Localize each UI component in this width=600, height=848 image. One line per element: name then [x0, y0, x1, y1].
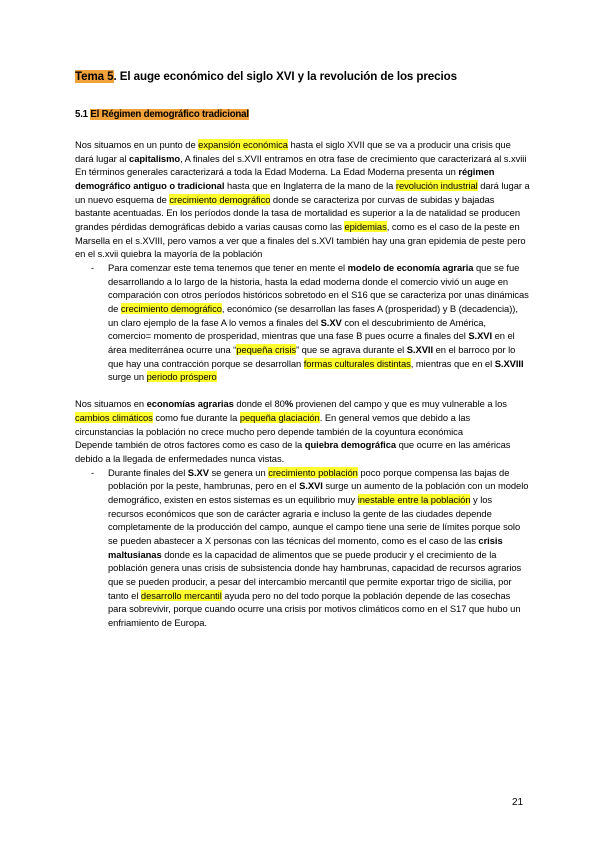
text-run: en el barroco por lo que hay una contracción porque se desarrollan — [108, 343, 516, 369]
text-run: Nos situamos en un punto de — [75, 139, 199, 150]
text-run: donde se caracteriza por curvas de subidas y bajadas bastante acentuadas. En los períodos donde la tasa de mortalidad es superior a la de natalidad se producen grandes pérdidas demográficas debido a varias causas como las — [75, 193, 521, 232]
page-number: 21 — [512, 797, 524, 808]
text-run: donde el 80 — [233, 398, 285, 410]
highlight: formas culturales distintas — [303, 357, 411, 369]
highlight: expansión económica — [198, 139, 288, 150]
text-run: Para comenzar este tema tenemos que tener en mente el — [108, 261, 348, 273]
text-run: hasta el siglo XVII que se va a producir una crisis que dará lugar al — [75, 139, 511, 164]
section-title: El Régimen demográfico tradicional — [90, 109, 249, 120]
paragraph-economias-agrarias — [75, 397, 530, 438]
text-run: . En general vemos que debido a las circunstancias la población no crece mucho pero depende también de la coyuntura económica — [75, 412, 471, 437]
bold-term: S.XV — [187, 466, 209, 478]
bold-term: quiebra demográfica — [304, 439, 397, 451]
bold-term: S.XVII — [406, 343, 434, 355]
paragraph-spacer — [75, 384, 530, 398]
bold-term: S.XVI — [468, 330, 493, 342]
highlight: revolución industrial — [395, 179, 478, 191]
bullet-list — [75, 466, 530, 630]
bold-term: S.XV — [320, 316, 342, 328]
text-run: y los recursos económicos que son de carácter agraria e incluso la gente de las ciudades depende completamente de la producción del campo, aunque el campo tiene una serie de límites porque solo se pueden abastecer a X personas con las técnicas del momento, como es el caso de las — [108, 494, 521, 547]
paragraph-regimen — [75, 165, 530, 261]
paragraph-expansion — [75, 138, 530, 165]
highlight: desarrollo mercantil — [140, 589, 222, 601]
highlight: pequeña crisis — [236, 343, 297, 355]
text-run: dará lugar a un nuevo esquema de — [75, 179, 530, 205]
list-item — [108, 261, 530, 384]
highlight: inestable entre la población — [357, 494, 471, 506]
text-run: donde es la capacidad de alimentos que se puede producir y el crecimiento de la población genera unas crisis de subsistencia donde hay hambrunas, capacidad de recursos agrarios que se pueden producir, a pesar del intercambio mercantil que permite exportar trigo de sicilia, por tanto el — [108, 548, 522, 601]
text-run: en el área mediterránea ocurre una “ — [108, 330, 515, 355]
text-run: surge un — [108, 371, 147, 383]
highlight: epidemias — [344, 220, 387, 232]
text-run: , mientras que en el — [410, 357, 495, 369]
bold-term: capitalismo — [129, 152, 181, 164]
text-run: que ocurre en las américas debido a la llegada de enfermedades nunca vistas. — [75, 439, 511, 465]
text-run: surge un aumento de la población con un modelo demográfico, existen en estos sistemas es un equilibrio muy — [108, 480, 529, 506]
document-body — [75, 138, 530, 630]
bold-term: economías agrarias — [146, 398, 234, 410]
text-run: hasta que en Inglaterra de la mano de la — [224, 179, 396, 191]
highlight: periodo próspero — [146, 371, 217, 383]
text-run: , económico (se desarrollan las fases A (prosperidad) y B (decadencia)), un claro ejemplo de la fase A lo vemos a finales del — [108, 302, 518, 328]
title-topic-number: Tema 5 — [75, 70, 114, 83]
list-item — [108, 466, 530, 630]
bold-term: S.XVIII — [494, 357, 524, 369]
highlight: crecimiento demográfico — [169, 193, 271, 205]
bold-term: modelo de economía agraria — [347, 261, 474, 273]
section-heading — [75, 108, 545, 122]
text-run: , A finales del s.XVII entramos en otra fase de crecimiento que caracterizará al s.xviii — [180, 152, 527, 164]
highlight: cambios climáticos — [75, 412, 153, 424]
text-run: que se fue desarrollando a lo largo de la historia, hasta la edad moderna donde el comercio vivió un auge en comparación con otros períodos históricos sobretodo en el S16 que se caracteriza por unas dinámicas de — [108, 261, 529, 314]
highlight: crecimiento población — [268, 466, 358, 478]
text-run: con el descubrimiento de América, comercio= momento de prosperidad, mientras que una fase B pues ocurre a finales del — [108, 316, 486, 342]
bold-term: crisis maltusianas — [108, 535, 503, 560]
page-title — [75, 69, 545, 85]
text-run: ayuda pero no del todo porque la población depende de las cosechas para sobrevivir, porque cuando ocurre una crisis por motivos climáticos como en el S17 que hubo un enfriamiento de Europa. — [108, 589, 521, 628]
bold-term: % — [284, 398, 294, 410]
section-number: 5.1 — [75, 109, 91, 120]
text-run: ” que se agrava durante el — [296, 343, 407, 355]
highlight: pequeña glaciación — [239, 412, 320, 424]
bold-term: régimen demográfico antiguo o tradicional — [75, 166, 495, 191]
text-run: Durante finales del — [108, 466, 188, 478]
text-run: Depende también de otros factores como es caso de la — [75, 439, 305, 451]
text-run: como fue durante la — [152, 412, 240, 424]
text-run: se genera un — [208, 466, 269, 478]
text-run: En términos generales caracterizará a toda la Edad Moderna. La Edad Moderna presenta un — [75, 166, 459, 178]
text-run: Nos situamos en — [75, 398, 147, 410]
text-run: poco porque compensa las bajas de población por la peste, hambrunas, pero en el — [108, 466, 510, 492]
text-run: , como es el caso de la peste en Marsella en el s.XVIII, pero vamos a ver que a finales del s.XVI también hay una gran epidemia de peste pero en el s.xvii quiebra la mayoría de la población — [75, 220, 526, 260]
paragraph-quiebra — [75, 438, 530, 465]
title-text: . El auge económico del siglo XVI y la revolución de los precios — [113, 70, 457, 83]
bold-term: S.XVI — [299, 480, 323, 492]
text-run: provienen del campo y que es muy vulnerable a los — [293, 398, 507, 410]
bullet-list — [75, 261, 530, 384]
highlight: crecimiento demográfico — [120, 302, 222, 314]
